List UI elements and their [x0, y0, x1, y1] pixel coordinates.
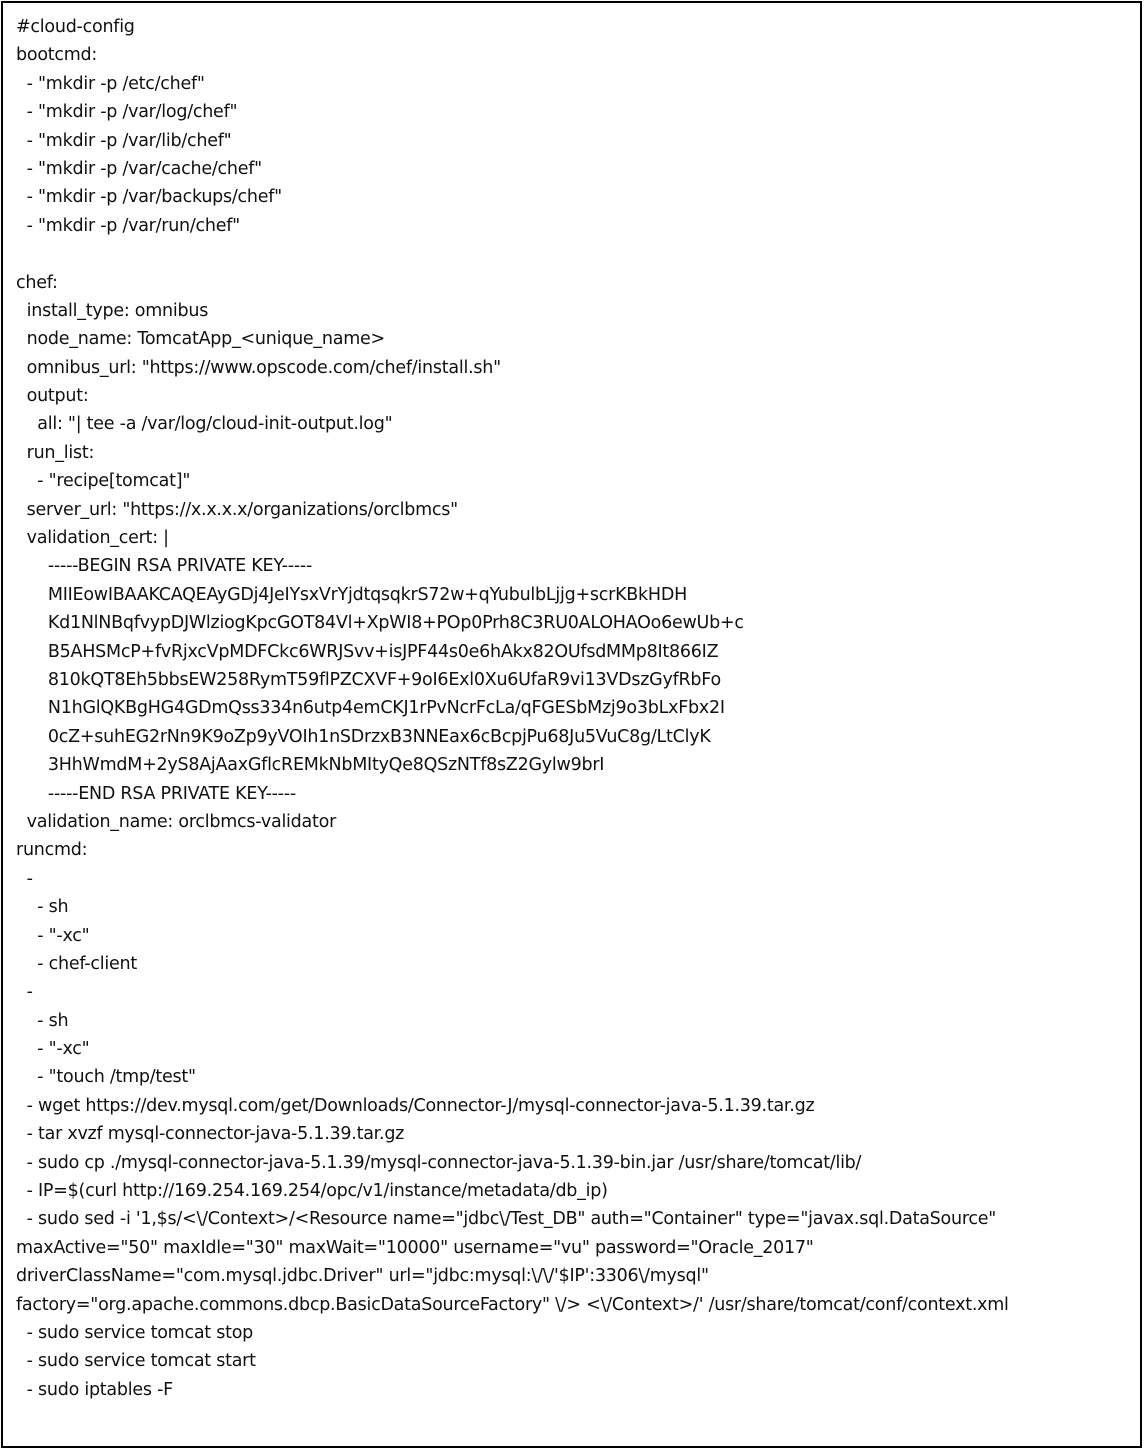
code-line: - sudo service tomcat stop	[16, 1322, 254, 1343]
code-line: 3HhWmdM+2yS8AjAaxGflcREMkNbMItyQe8QSzNTf8sZ2Gylw9brI	[16, 755, 605, 776]
code-line	[16, 240, 1136, 268]
code-line: MIIEowIBAAKCAQEAyGDj4JeIYsxVrYjdtqsqkrS72w+qYubulbLjjg+scrKBkHDH	[16, 584, 687, 605]
code-line: - chef-client	[16, 953, 137, 974]
code-line: - IP=$(curl http://169.254.169.254/opc/v1/instance/metadata/db_ip)	[16, 1181, 608, 1202]
code-line: - "-xc"	[16, 925, 90, 946]
code-line: omnibus_url: "https://www.opscode.com/chef/install.sh"	[16, 357, 501, 378]
code-line: driverClassName="com.mysql.jdbc.Driver" url="jdbc:mysql:\/\/'$IP':3306\/mysql"	[16, 1266, 709, 1287]
code-line: - "recipe[tomcat]"	[16, 471, 191, 492]
code-line: - "mkdir -p /var/run/chef"	[16, 215, 240, 236]
document-frame	[1, 1, 1142, 1448]
code-line: node_name: TomcatApp_<unique_name>	[16, 329, 385, 350]
code-line: - sh	[16, 897, 69, 918]
code-line: server_url: "https://x.x.x.x/organizations/orclbmcs"	[16, 499, 458, 520]
cloud-config-text	[16, 13, 1136, 1404]
code-line: maxActive="50" maxIdle="30" maxWait="10000" username="vu" password="Oracle_2017"	[16, 1237, 814, 1258]
code-line: - sudo iptables -F	[16, 1379, 173, 1400]
code-line: - "-xc"	[16, 1039, 90, 1060]
code-line: - "mkdir -p /var/lib/chef"	[16, 130, 232, 151]
code-line: all: "| tee -a /var/log/cloud-init-output.log"	[16, 414, 393, 435]
code-line: #cloud-config	[16, 17, 135, 37]
code-line: run_list:	[16, 442, 95, 463]
code-line: - sh	[16, 1010, 69, 1031]
code-line: - tar xvzf mysql-connector-java-5.1.39.tar.gz	[16, 1124, 405, 1145]
code-line: chef:	[16, 272, 58, 293]
code-line: - "mkdir -p /etc/chef"	[16, 73, 205, 94]
code-line: 810kQT8Eh5bbsEW258RymT59flPZCXVF+9oI6Exl0Xu6UfaR9vi13VDszGyfRbFo	[16, 669, 721, 690]
code-line: factory="org.apache.commons.dbcp.BasicDataSourceFactory" \/> <\/Context>/' /usr/share/tomcat/conf/context.xml	[16, 1294, 1009, 1315]
code-line: runcmd:	[16, 840, 88, 861]
code-line: -	[16, 868, 33, 889]
code-line: B5AHSMcP+fvRjxcVpMDFCkc6WRJSvv+isJPF44s0e6hAkx82OUfsdMMp8It866IZ	[16, 641, 719, 662]
code-line: validation_name: orclbmcs-validator	[16, 811, 337, 832]
code-line: - sudo sed -i '1,$s/<\/Context>/<Resource name="jdbc\/Test_DB" auth="Container" type="javax.sql.DataSource"	[16, 1209, 997, 1230]
code-line: - "mkdir -p /var/cache/chef"	[16, 158, 262, 179]
code-line: N1hGlQKBgHG4GDmQss334n6utp4emCKJ1rPvNcrFcLa/qFGESbMzj9o3bLxFbx2I	[16, 698, 725, 719]
code-line: bootcmd:	[16, 45, 98, 66]
code-line: - wget https://dev.mysql.com/get/Downloads/Connector-J/mysql-connector-java-5.1.39.tar.gz	[16, 1095, 815, 1116]
code-line: Kd1NlNBqfvypDJWlziogKpcGOT84Vl+XpWI8+POp0Prh8C3RU0ALOHAOo6ewUb+c	[16, 613, 744, 634]
code-line: validation_cert: |	[16, 528, 169, 549]
code-line: -----END RSA PRIVATE KEY-----	[16, 783, 296, 804]
code-line: - "touch /tmp/test"	[16, 1067, 196, 1088]
code-line: -	[16, 982, 33, 1003]
code-line: install_type: omnibus	[16, 300, 209, 321]
code-line: output:	[16, 386, 89, 407]
code-line: - "mkdir -p /var/backups/chef"	[16, 187, 282, 208]
code-line: - sudo cp ./mysql-connector-java-5.1.39/mysql-connector-java-5.1.39-bin.jar /usr/share/tomcat/lib/	[16, 1152, 862, 1173]
code-line: - sudo service tomcat start	[16, 1351, 256, 1372]
code-line: - "mkdir -p /var/log/chef"	[16, 102, 238, 123]
code-line: 0cZ+suhEG2rNn9K9oZp9yVOIh1nSDrzxB3NNEax6cBcpjPu68Ju5VuC8g/LtClyK	[16, 726, 711, 747]
code-line: -----BEGIN RSA PRIVATE KEY-----	[16, 556, 313, 577]
